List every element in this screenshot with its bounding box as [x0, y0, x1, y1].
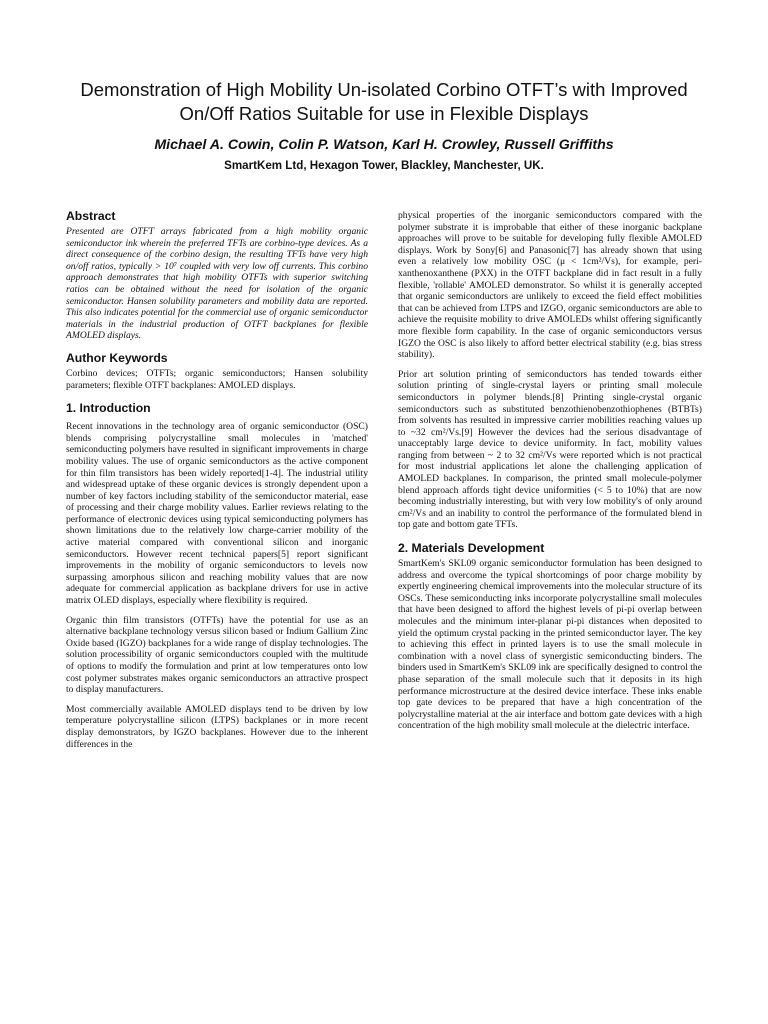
paper-title: [40, 78, 728, 126]
keywords-heading: Author Keywords: [66, 350, 168, 365]
right-column: [398, 210, 702, 732]
materials-paragraph: SmartKem's SKL09 organic semiconductor formulation has been designed to address and overcome the typical shortcomings of poor charge mobility by expertly engineering chemical improvements into the molecular structure of its OSCs. These semiconducting inks incorporate polycrystalline small molecules that have been designed to afford the highest levels of pi-pi overlap between molecules and the minimum inter-planar pi-pi distances when deposited to yield the optimum crystal packing in the printed semiconductor layer. The key to achieving this effect in printed layers is to use the small molecule in combination with a novel class of synergistic semiconducting binders. The binders used in SmartKem's SKL09 ink are specifically designed to control the phase separation of the small molecule such that it deposits in its high performance microstructure at the desired device interface. These inks enable top gate devices to be prepared that have a high concentration of the polycrystalline material at the air interface and bottom gate devices with a high concentration of the high mobility small molecule at the dielectric interface.: [398, 558, 702, 732]
left-column: [66, 208, 368, 750]
abstract-text: Presented are OTFT arrays fabricated from a high mobility organic semiconductor ink wherein the preferred TFTs are corbino-type devices. As a direct consequence of the corbino design, the resulting TFTs have very high on/off ratios, typically > 10⁷ coupled with very low off currents. This corbino approach demonstrates that high mobility OTFTs with superior switching ratios can be obtained without the need for isolation of the organic semiconductor. Hansen solubility parameters and mobility data are reported. This also indicates potential for the commercial use of organic semiconductor materials in the industrial production of OTFT backplanes for flexible AMOLED displays.: [66, 226, 368, 342]
title-line-2: On/Off Ratios Suitable for use in Flexible Displays: [179, 103, 589, 124]
author-list: Michael A. Cowin, Colin P. Watson, Karl H. Crowley, Russell Griffiths: [154, 137, 614, 153]
introduction-paragraph-2: Organic thin film transistors (OTFTs) have the potential for use as an alternative backplane technology versus silicon based or Indium Gallium Zinc Oxide based (IGZO) backplanes for a wide range of display technologies. The solution processibility of organic semiconductors coupled with the multitude of options to modify the formulation and print at low temperatures onto low cost polymer substrates makes organic semiconductors an attractive prospect to display manufacturers.: [66, 614, 368, 696]
introduction-heading: 1. Introduction: [66, 401, 151, 416]
right-paragraph-1: physical properties of the inorganic semiconductors compared with the polymer substrate it is improbable that either of these inorganic backplane approaches will prove to be suitable for developing fully flexible AMOLED displays. Work by Sony[6] and Panasonic[7] has already shown that using even a relatively low mobility OSC (μ < 1cm²/Vs), for example, peri-xanthenoxanthene (PXX) in the OTFT backplane did in fact result in a fully flexible, 'rollable' AMOLED demonstrator. So whilst it is generally accepted that organic semiconductors are unlikely to exceed the field effect mobilities that can be achieved from LTPS and IZGO, organic semiconductors are able to achieve the requisite mobility to drive AMOLEDs whilst offering significantly more flexible form capability. In the case of organic semiconductors versus IGZO the OSC is also likely to afford better electrical stability (e.g. bias stress stability).: [398, 210, 702, 361]
abstract-heading: Abstract: [66, 209, 116, 223]
materials-heading: 2. Materials Development: [398, 541, 545, 556]
keywords-text: Corbino devices; OTFTs; organic semiconductors; Hansen solubility parameters; flexible OTFT backplanes: AMOLED displays.: [66, 367, 368, 391]
introduction-paragraph-3: Most commercially available AMOLED displays tend to be driven by low temperature polycrystalline silicon (LTPS) backplanes or in more recent display demonstrators, by IGZO backplanes. However due to the inherent differences in the: [66, 703, 368, 750]
title-line-1: Demonstration of High Mobility Un-isolated Corbino OTFT’s with Improved: [80, 79, 688, 100]
introduction-paragraph-1: Recent innovations in the technology area of organic semiconductor (OSC) blends comprising polycrystalline small molecules in 'matched' semiconducting polymers have resulted in significant improvements in charge mobility values. The use of organic semiconductors as the active component for thin film transistors has been widely reported[1-4]. The industrial utility and widespread uptake of these organic devices is strongly dependent upon a number of key factors including stability of the semiconductor material, ease of processing and their charge mobility values. Earlier reviews relating to the performance of electronic devices using typical semiconducting polymers has shown limitations due to the relatively low charge-carrier mobility of the active material compared with conventional silicon and inorganic semiconductors. However recent technical papers[5] report significant improvements in the mobility of organic semiconductors to levels now surpassing amorphous silicon and reaching mobility values that are now adequate for commercial application as backplane drivers for use in active matrix OLED displays, especially where flexibility is required.: [66, 421, 368, 607]
right-paragraph-2: Prior art solution printing of semiconductors has tended towards either solution printing of single-crystal layers or printing small molecule semiconductors in polymer blends.[8] Printing single-crystal organic semiconductors such as substituted benzothienobenzothiophenes (BTBTs) from solvents has resulted in impressive carrier mobilities reaching values up to ~32 cm²/Vs.[9] However the devices had the serious disadvantage of unacceptably large device to device uniformity. In fact, mobility values ranging from between ~ 2 to 32 cm²/Vs were reported which is not practical for most industrial applications let alone the challenging application of AMOLED backplanes. In comparison, the printed small molecule-polymer blend approach affords tight device uniformities (< 5 to 10%) that are now becoming industrially interesting, but with very low mobility's of only around cm²/Vs and an inability to control the performance of the formulated blend in top gate and bottom gate TFTs.: [398, 368, 702, 531]
affiliation: SmartKem Ltd, Hexagon Tower, Blackley, Manchester, UK.: [224, 159, 544, 172]
